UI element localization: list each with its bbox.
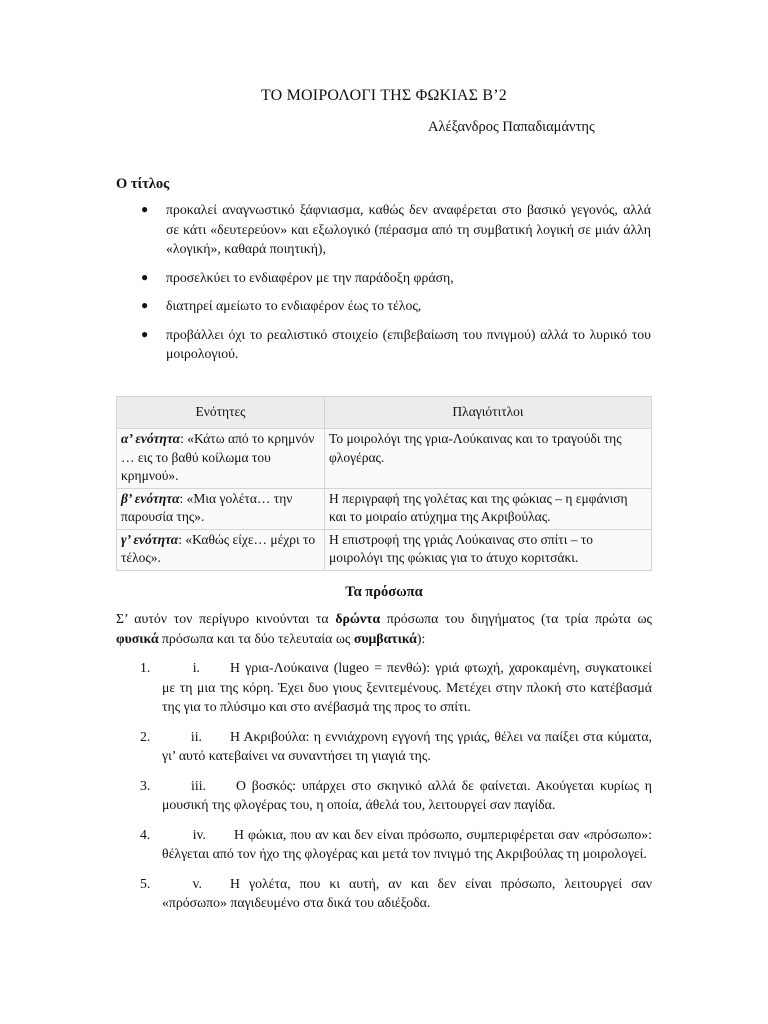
roman-numeral: v. [192, 875, 202, 891]
list-item-text: Η φώκια, που αν και δεν είναι πρόσωπο, συμπεριφέρεται σαν «πρόσωπο»: θέλγεται από τον ήχο της φλογέρας και μετά τον πνιγμό της Ακριβούλας τη μοιρολογεί. [162, 826, 652, 861]
bullet-text: προβάλλει όχι το ρεαλιστικό στοιχείο (επιβεβαίωση του πνιγμού) αλλά το λυρικό του μοιρολογιού. [166, 326, 651, 361]
list-item [116, 658, 652, 717]
intro-bold-text: δρώντα [335, 611, 381, 626]
unit-label: β’ ενότητα [121, 490, 180, 506]
list-number: 5. [140, 875, 151, 891]
bullet-item [116, 268, 651, 288]
unit-cell [117, 529, 325, 570]
roman-numeral: i. [192, 660, 200, 675]
heading-prefix: Τα [345, 584, 366, 600]
persons-intro-paragraph [116, 609, 652, 648]
title-section-heading [116, 176, 169, 193]
table-header-row [117, 397, 652, 429]
roman-numeral: ii. [190, 728, 202, 744]
intro-bold-text: φυσικά [116, 630, 159, 646]
list-number: 2. [140, 728, 151, 744]
title-bullet-list [116, 200, 651, 373]
unit-quote: : «Μια γολέτα… την παρουσία της». [121, 490, 293, 524]
table-row [117, 488, 652, 529]
unit-label: γ’ ενότητα [121, 531, 179, 547]
bullet-dot-icon: ● [141, 326, 149, 341]
table-row [117, 429, 652, 489]
persons-section-heading [0, 584, 768, 601]
bullet-text: προκαλεί αναγνωστικό ξάφνιασμα, καθώς δεν αναφέρεται στο βασικό γεγονός, αλλά σε κάτι «δευτερεύον» και εξωλογικό (πέρασμα από τη συμβατική λογική σε μιάν άλλη «λογική», καθαρά ποιητική), [166, 202, 651, 256]
list-number: 4. [140, 826, 151, 842]
table-row [117, 529, 652, 570]
list-item-text: Ο βοσκός: υπάρχει στο σκηνικό αλλά δε φαίνεται. Ακούγεται κυρίως η μουσική της φλογέρας του, η οποία, άθελά του, λειτουργεί σαν παγίδα. [162, 777, 652, 812]
unit-quote: : «Καθώς είχε… μέχρι το τέλος». [121, 531, 316, 565]
list-item [116, 727, 652, 766]
bullet-item [116, 296, 651, 316]
unit-cell [117, 488, 325, 529]
list-item-text: Η Ακριβούλα: η εννιάχρονη εγγονή της γριάς, θέλει να παίξει στα κύματα, γι’ αυτό κατεβαίνει να συναντήσει τη γιαγιά της. [162, 728, 652, 763]
heading-word: τίτλος [130, 176, 170, 192]
heading-word: πρόσωπα [365, 584, 423, 600]
bullet-item [116, 325, 651, 364]
bullet-item [116, 200, 651, 259]
bullet-dot-icon: ● [141, 202, 149, 216]
list-item [116, 825, 652, 864]
persons-list [116, 658, 652, 923]
unit-label: α’ ενότητα [121, 431, 181, 446]
list-number: 1. [140, 660, 151, 675]
unit-cell [117, 429, 325, 489]
list-item [116, 776, 652, 815]
author-name: Αλέξανδρος Παπαδιαμάντης [428, 119, 595, 135]
list-item [116, 874, 652, 913]
header-subtitles: Πλαγιότιτλοι [325, 397, 652, 429]
unit-quote: : «Κάτω από το κρημνόν … εις το βαθύ κοίλωμα του κρημνού». [121, 431, 315, 483]
subtitle-cell: Το μοιρολόγι της γρια-Λούκαινας και το τραγούδι της φλογέρας. [325, 429, 652, 489]
list-item-text: Η γολέτα, που κι αυτή, αν και δεν είναι πρόσωπο, λειτουργεί σαν «πρόσωπο» παγιδευμένο στα δικά του αδιέξοδα. [162, 875, 652, 910]
units-table [116, 396, 652, 571]
bullet-dot-icon: ● [141, 298, 149, 312]
subtitle-cell: Η περιγραφή της γολέτας και της φώκιας – η εμφάνιση και το μοιραίο ατύχημα της Ακριβούλας. [325, 488, 652, 529]
bullet-text: προσελκύει το ενδιαφέρον με την παράδοξη φράση, [166, 269, 454, 285]
intro-text: πρόσωπα και τα δύο τελευταία ως [158, 630, 354, 646]
intro-bold-text: συμβατικά [353, 630, 417, 646]
subtitle-cell: Η επιστροφή της γριάς Λούκαινας στο σπίτι – το μοιρολόγι της φώκιας για το άτυχο κοριτσάκι. [325, 529, 652, 570]
intro-text: ): [416, 630, 426, 646]
header-units: Ενότητες [117, 397, 325, 429]
heading-prefix: Ο [116, 176, 131, 192]
bullet-text: διατηρεί αμείωτο το ενδιαφέρον έως το τέλος, [166, 298, 422, 313]
intro-text: Σ’ αυτόν τον περίγυρο κινούνται τα [116, 611, 336, 626]
list-number: 3. [140, 777, 151, 793]
roman-numeral: iii. [191, 777, 206, 793]
bullet-dot-icon: ● [141, 269, 149, 284]
document-title: ΤΟ ΜΟΙΡΟΛΟΓΙ ΤΗΣ ΦΩΚΙΑΣ Β’2 [260, 87, 507, 104]
list-item-text: Η γρια-Λούκαινα (lugeo = πενθώ): γριά φτωχή, χαροκαμένη, συγκατοικεί με τη μια της κόρη. Έχει δυο γιους ξενιτεμένους. Μετέχει στην πλοκή στο κατέβασμά της για το πλύσιμο και στο ανέβασμά της προς το σπίτι. [162, 660, 652, 714]
intro-text: πρόσωπα του διηγήματος (τα τρία πρώτα ως [380, 611, 652, 626]
roman-numeral: iv. [192, 826, 206, 842]
